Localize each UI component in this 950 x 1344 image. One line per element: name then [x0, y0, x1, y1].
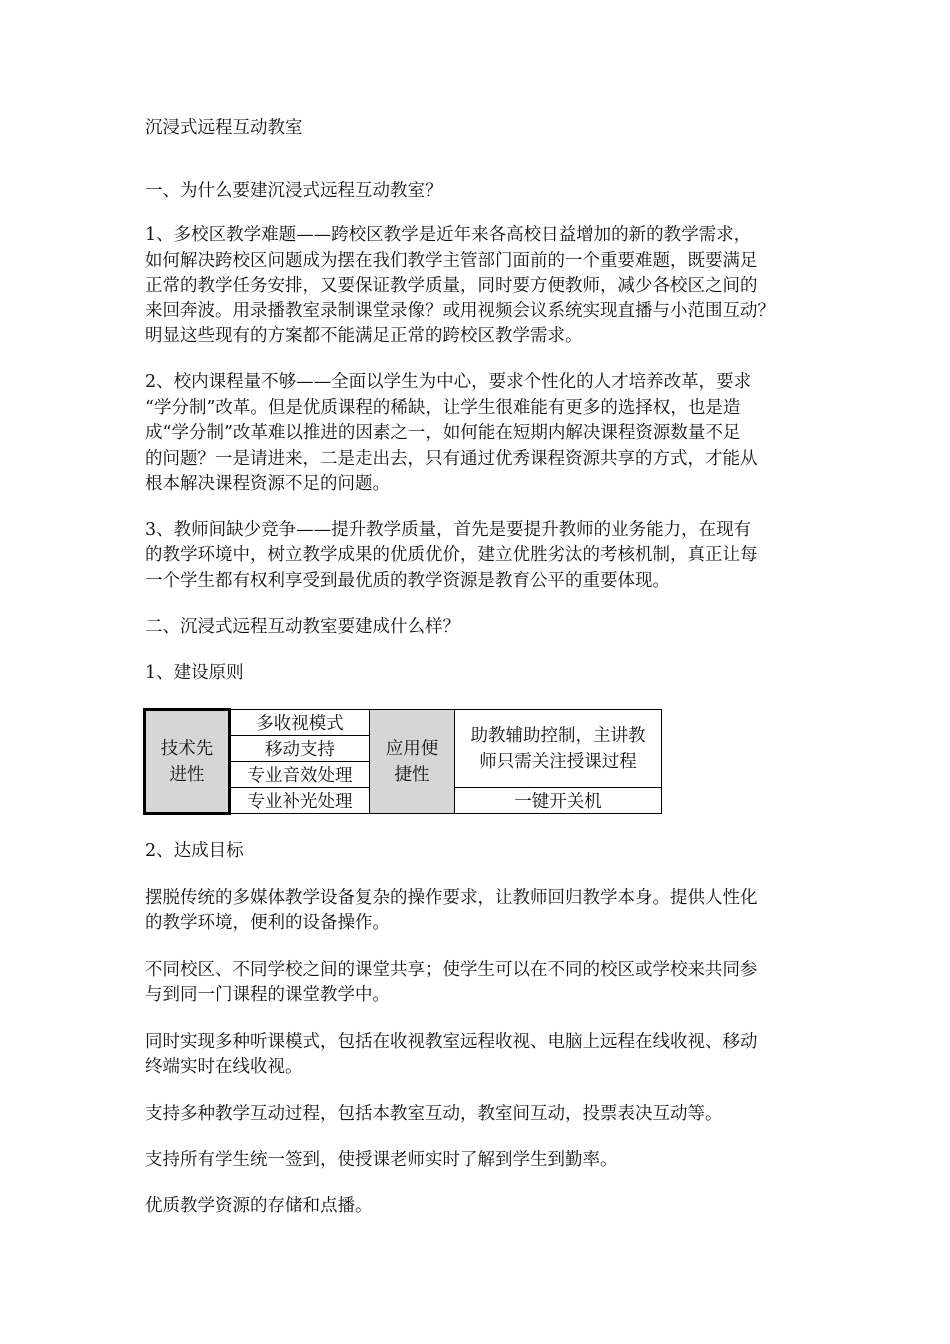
document-title: 沉浸式远程互动教室: [145, 118, 303, 138]
para3-line: 3、教师间缺少竞争——提升教学质量，首先是要提升教师的业务能力，在现有: [145, 520, 752, 540]
goal-line: 支持多种教学互动过程，包括本教室互动，教室间互动，投票表决互动等。: [145, 1104, 723, 1124]
goal-line: 优质教学资源的存储和点播。: [145, 1196, 373, 1216]
para2-line: “学分制”改革。但是优质课程的稀缺，让学生很难能有更多的选择权，也是造: [145, 398, 741, 418]
para2-line: 的问题？一是请进来，二是走出去，只有通过优秀课程资源共享的方式，才能从: [145, 449, 758, 469]
para1-line: 正常的教学任务安排，又要保证教学质量，同时要方便教师，减少各校区之间的: [145, 276, 758, 296]
section2-heading: 二、沉浸式远程互动教室要建成什么样？: [145, 617, 460, 637]
table-header-technical: [145, 710, 230, 814]
para1-line: 明显这些现有的方案都不能满足正常的跨校区教学需求。: [145, 326, 583, 346]
table-cell: 多收视模式: [230, 710, 370, 736]
para2-line: 2、校内课程量不够——全面以学生为中心，要求个性化的人才培养改革，要求: [145, 372, 752, 392]
para1-line: 1、多校区教学难题——跨校区教学是近年来各高校日益增加的新的教学需求，: [145, 225, 752, 245]
goal-line: 摆脱传统的多媒体教学设备复杂的操作要求，让教师回归教学本身。提供人性化: [145, 888, 758, 908]
goal-line: 支持所有学生统一签到，使授课老师实时了解到学生到勤率。: [145, 1150, 618, 1170]
table-cell: 专业补光处理: [230, 788, 370, 814]
goal-line: 的教学环境，便利的设备操作。: [145, 913, 390, 933]
goal-line: 同时实现多种听课模式，包括在收视教室远程收视、电脑上远程在线收视、移动: [145, 1032, 758, 1052]
subheading-goals: 2、达成目标: [145, 841, 244, 861]
para2-line: 根本解决课程资源不足的问题。: [145, 474, 390, 494]
goal-line: 不同校区、不同学校之间的课堂共享；使学生可以在不同的校区或学校来共同参: [145, 960, 758, 980]
goal-line: 终端实时在线收视。: [145, 1057, 303, 1077]
para3-line: 的教学环境中，树立教学成果的优质优价，建立优胜劣汰的考核机制，真正让每: [145, 545, 758, 565]
para2-line: 成“学分制”改革难以推进的因素之一，如何能在短期内解决课程资源数量不足: [145, 423, 741, 443]
assistant-control-text: 助教辅助控制，主讲教师只需关注授课过程: [470, 725, 646, 772]
convenience-header-text: 应用便捷性: [385, 738, 439, 785]
table-cell: [455, 710, 662, 788]
table-header-convenience: [370, 710, 455, 814]
table-cell: 专业音效处理: [230, 762, 370, 788]
subheading-principles: 1、建设原则: [145, 663, 244, 683]
technical-header-text: 技术先进性: [160, 738, 214, 785]
para3-line: 一个学生都有权利享受到最优质的教学资源是教育公平的重要体现。: [145, 571, 670, 591]
principles-table: [143, 708, 662, 815]
table-cell: 一键开关机: [455, 788, 662, 814]
goal-line: 与到同一门课程的课堂教学中。: [145, 985, 390, 1005]
para1-line: 如何解决跨校区问题成为摆在我们教学主管部门面前的一个重要难题，既要满足: [145, 251, 758, 271]
para1-line: 来回奔波。用录播教室录制课堂录像？或用视频会议系统实现直播与小范围互动？: [145, 301, 775, 321]
table-cell: 移动支持: [230, 736, 370, 762]
section1-heading: 一、为什么要建沉浸式远程互动教室？: [145, 181, 443, 201]
